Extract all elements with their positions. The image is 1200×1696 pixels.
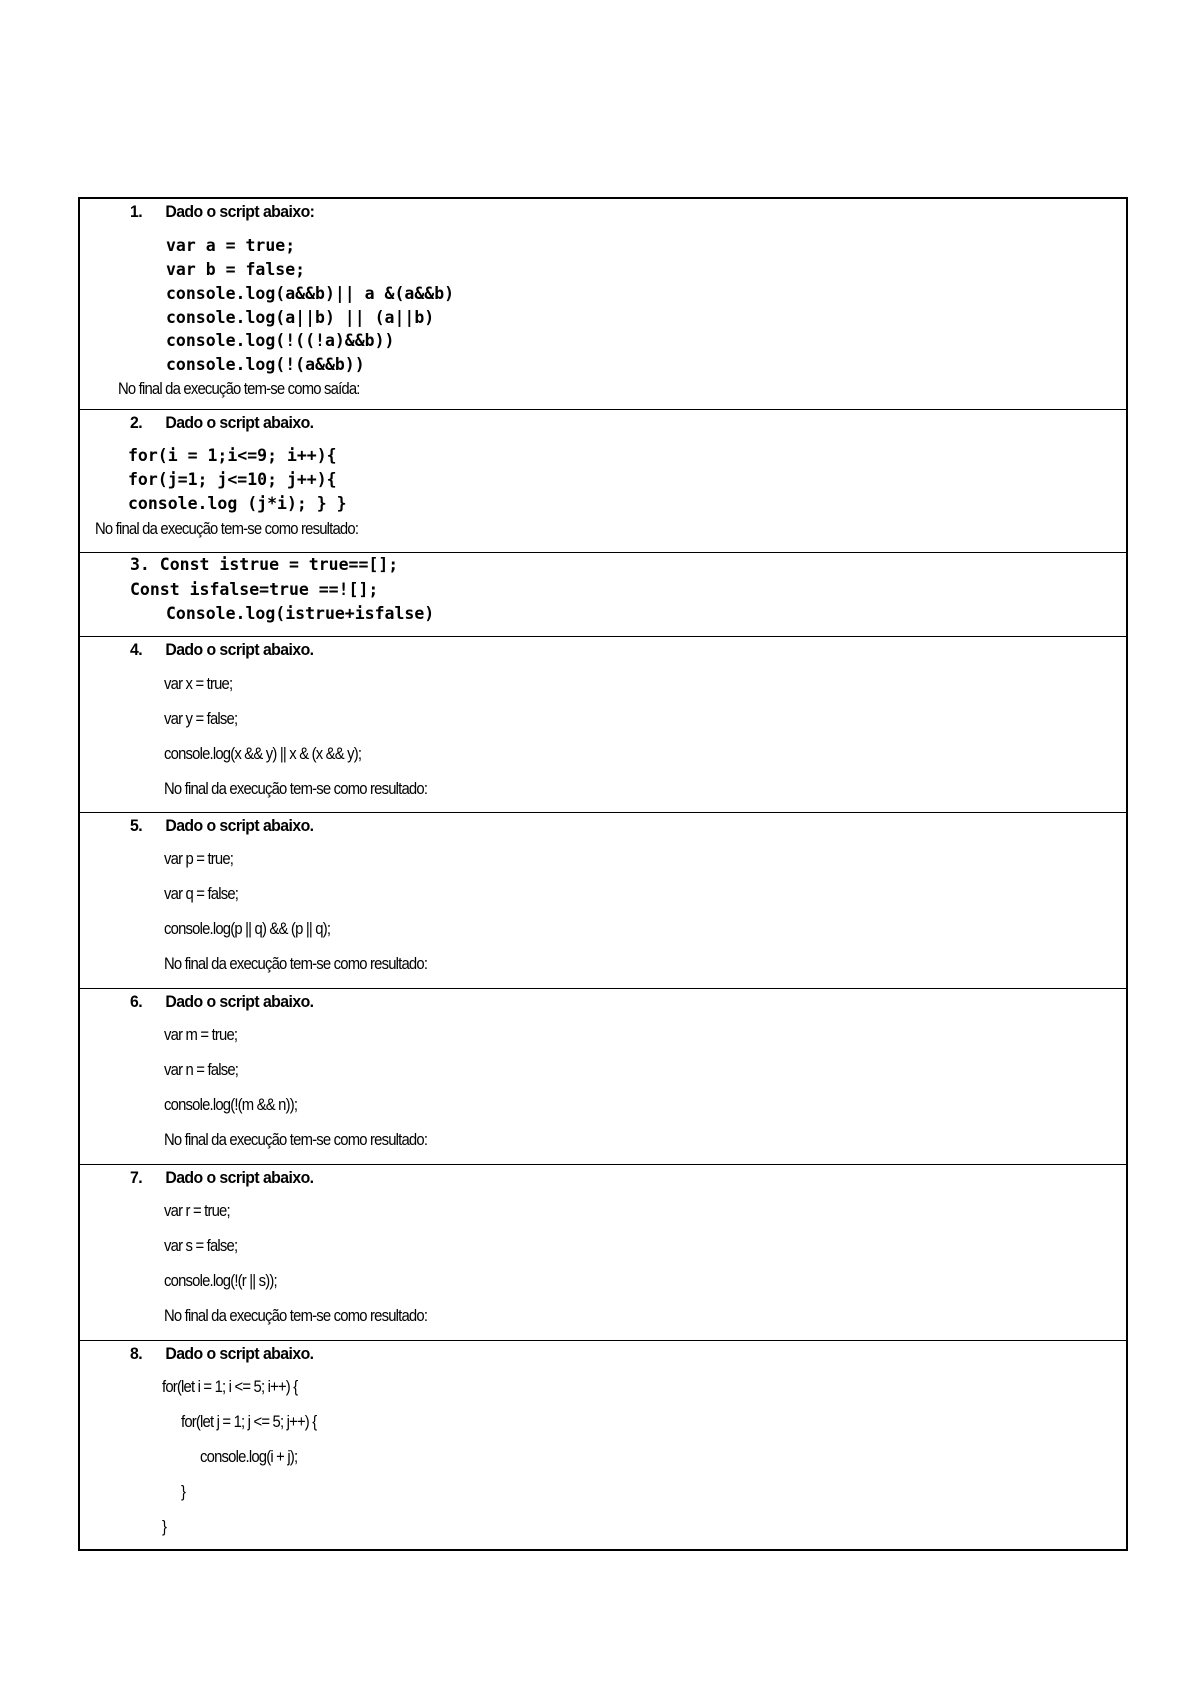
question-heading xyxy=(130,816,314,836)
question-heading xyxy=(130,640,314,660)
code-line: console.log(!((!a)&&b)) xyxy=(166,331,395,350)
question-footer: No final da execução tem-se como resultado: xyxy=(164,955,428,973)
question-number: 1. xyxy=(130,202,143,221)
question-title: Dado o script abaixo. xyxy=(165,413,314,432)
question-5 xyxy=(78,812,1128,988)
question-title: Dado o script abaixo. xyxy=(165,640,314,659)
question-number: 4. xyxy=(130,640,143,659)
script-line: var q = false; xyxy=(164,885,239,903)
code-line: console.log(a&&b)|| a &(a&&b) xyxy=(166,284,455,303)
code-line: Const isfalse=true ==![]; xyxy=(130,580,379,599)
code-line: var a = true; xyxy=(166,236,296,255)
question-6 xyxy=(78,988,1128,1164)
question-3 xyxy=(78,552,1128,636)
question-heading xyxy=(130,413,314,433)
question-title: Dado o script abaixo. xyxy=(165,1168,314,1187)
question-footer: No final da execução tem-se como resultado: xyxy=(95,520,359,538)
question-footer: No final da execução tem-se como resultado: xyxy=(164,1307,428,1325)
question-8 xyxy=(78,1340,1128,1551)
code-line: console.log(!(a&&b)) xyxy=(166,355,365,374)
script-line: var p = true; xyxy=(164,850,234,868)
script-line: console.log(!(r || s)); xyxy=(164,1272,277,1290)
question-heading xyxy=(130,202,314,222)
question-title: Dado o script abaixo: xyxy=(165,202,315,221)
code-line: console.log (j*i); } } xyxy=(128,494,347,513)
script-line: console.log(!(m && n)); xyxy=(164,1096,298,1114)
script-line: for(let j = 1; j <= 5; j++) { xyxy=(181,1413,317,1431)
script-line: console.log(i + j); xyxy=(200,1448,298,1466)
question-heading xyxy=(130,992,314,1012)
question-number: 2. xyxy=(130,413,143,432)
code-line: Console.log(istrue+isfalse) xyxy=(166,604,435,623)
code-line: var b = false; xyxy=(166,260,306,279)
script-line: var s = false; xyxy=(164,1237,238,1255)
question-number: 8. xyxy=(130,1344,143,1363)
code-line: for(j=1; j<=10; j++){ xyxy=(128,470,337,489)
question-number: 6. xyxy=(130,992,143,1011)
script-line: console.log(p || q) && (p || q); xyxy=(164,920,331,938)
question-7 xyxy=(78,1164,1128,1340)
script-line: var x = true; xyxy=(164,675,233,693)
question-title: Dado o script abaixo. xyxy=(165,816,314,835)
code-line: console.log(a||b) || (a||b) xyxy=(166,308,435,327)
script-line: for(let i = 1; i <= 5; i++) { xyxy=(162,1378,298,1396)
question-heading xyxy=(130,1168,314,1188)
script-line: var m = true; xyxy=(164,1026,238,1044)
question-1 xyxy=(78,197,1128,409)
question-footer: No final da execução tem-se como saída: xyxy=(118,380,360,398)
code-line: for(i = 1;i<=9; i++){ xyxy=(128,446,337,465)
script-line: var y = false; xyxy=(164,710,238,728)
question-heading xyxy=(130,1344,314,1364)
script-line: console.log(x && y) || x & (x && y); xyxy=(164,745,362,763)
question-footer: No final da execução tem-se como resultado: xyxy=(164,780,428,798)
code-line: 3. Const istrue = true==[]; xyxy=(130,555,399,574)
question-2 xyxy=(78,409,1128,552)
question-title: Dado o script abaixo. xyxy=(165,1344,314,1363)
exercise-sheet xyxy=(78,197,1128,1551)
question-number: 7. xyxy=(130,1168,143,1187)
script-line: } xyxy=(181,1483,186,1501)
question-number: 5. xyxy=(130,816,143,835)
question-footer: No final da execução tem-se como resultado: xyxy=(164,1131,428,1149)
question-4 xyxy=(78,636,1128,812)
script-line: } xyxy=(162,1518,167,1536)
question-title: Dado o script abaixo. xyxy=(165,992,314,1011)
script-line: var n = false; xyxy=(164,1061,239,1079)
script-line: var r = true; xyxy=(164,1202,230,1220)
